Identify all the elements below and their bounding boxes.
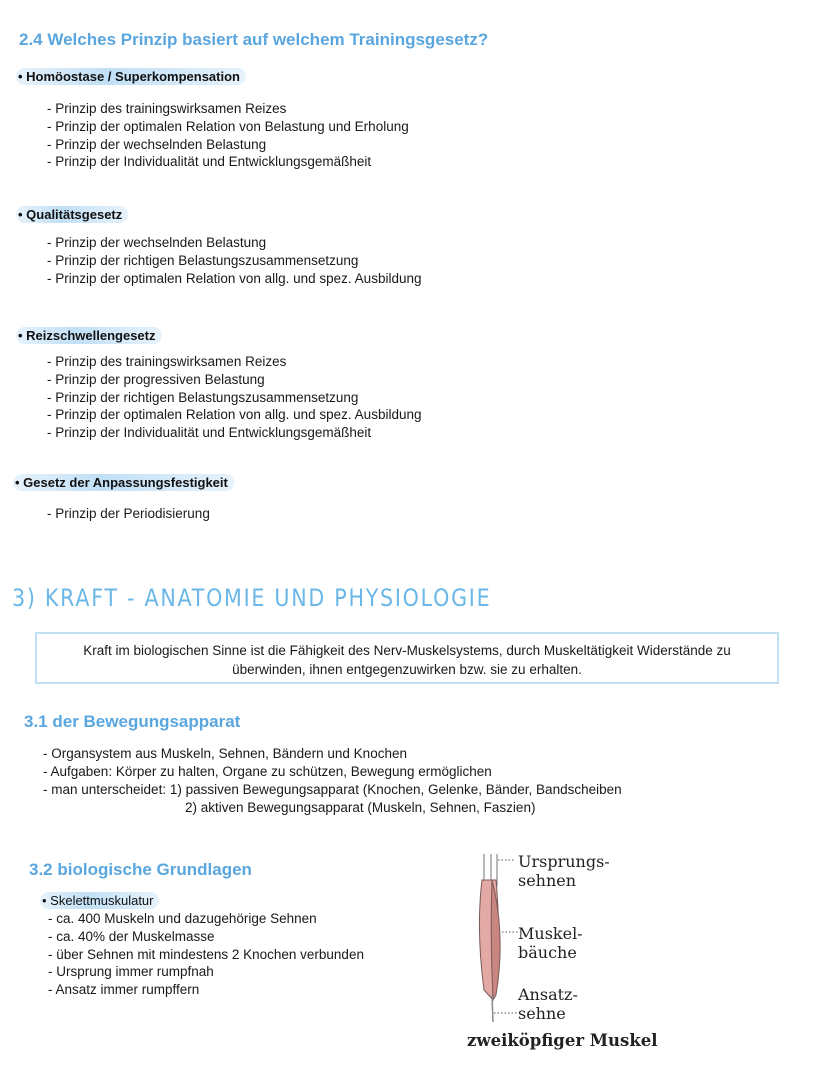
list-continuation: 2) aktiven Bewegungsapparat (Muskeln, Sehnen, Faszien) bbox=[185, 800, 536, 815]
list-item: - Prinzip der wechselnden Belastung bbox=[47, 234, 421, 252]
list-item: - Prinzip des trainingswirksamen Reizes bbox=[47, 353, 421, 371]
list-item: - Prinzip der richtigen Belastungszusammensetzung bbox=[47, 252, 421, 270]
figure-caption: zweiköpfiger Muskel bbox=[467, 1031, 658, 1050]
group-title-anpassungsfestigkeit: • Gesetz der Anpassungsfestigkeit bbox=[13, 474, 234, 491]
group-title-reizschwellengesetz: • Reizschwellengesetz bbox=[16, 327, 162, 344]
section-3-2-heading: 3.2 biologische Grundlagen bbox=[29, 860, 252, 879]
list-item: - Prinzip der optimalen Relation von allg. und spez. Ausbildung bbox=[47, 406, 421, 424]
list-item: - ca. 400 Muskeln und dazugehörige Sehnen bbox=[48, 910, 364, 928]
list-item: - Prinzip der Periodisierung bbox=[47, 505, 210, 523]
group-title-skelettmuskulatur: • Skelettmuskulatur bbox=[40, 892, 159, 909]
label-belly bbox=[518, 924, 583, 962]
label-belly-line2: bäuche bbox=[518, 943, 577, 962]
list-item: - Prinzip der richtigen Belastungszusammensetzung bbox=[47, 389, 421, 407]
muscle-belly-right bbox=[491, 880, 500, 1000]
definition-text: Kraft im biologischen Sinne ist die Fähigkeit des Nerv-Muskelsystems, durch Muskeltätigkeit Widerstände zu überwinden, ihnen entgegenzuwirken bzw. sie zu erhalten. bbox=[83, 643, 731, 677]
label-origin-line1: Ursprungs- bbox=[518, 852, 610, 871]
section-3-title: 3) KRAFT - ANATOMIE UND PHYSIOLOGIE bbox=[12, 584, 492, 612]
list-bewegungsapparat bbox=[43, 745, 622, 798]
section-3-1-heading: 3.1 der Bewegungsapparat bbox=[24, 712, 241, 731]
list-item: - Prinzip der Individualität und Entwicklungsgemäßheit bbox=[47, 424, 421, 442]
label-origin-line2: sehnen bbox=[518, 871, 577, 890]
group-title-qualitaetsgesetz: • Qualitätsgesetz bbox=[16, 206, 128, 223]
list-skelettmuskulatur bbox=[48, 910, 364, 999]
section-2-4-heading: 2.4 Welches Prinzip basiert auf welchem Trainingsgesetz? bbox=[19, 30, 489, 49]
list-item: - Prinzip der wechselnden Belastung bbox=[47, 136, 409, 154]
list-item: - Prinzip der optimalen Relation von allg. und spez. Ausbildung bbox=[47, 270, 421, 288]
label-origin bbox=[518, 852, 610, 890]
list-item: - über Sehnen mit mindestens 2 Knochen verbunden bbox=[48, 946, 364, 964]
list-item: - Aufgaben: Körper zu halten, Organe zu schützen, Bewegung ermöglichen bbox=[43, 763, 622, 781]
list-qualitaetsgesetz bbox=[47, 234, 421, 287]
list-item: - Ansatz immer rumpffern bbox=[48, 981, 364, 999]
label-insertion-line2: sehne bbox=[518, 1004, 566, 1023]
list-reizschwellengesetz bbox=[47, 353, 421, 442]
group-title-homoeostase: • Homöostase / Superkompensation bbox=[16, 68, 246, 85]
list-item: - Ursprung immer rumpfnah bbox=[48, 963, 364, 981]
definition-box bbox=[35, 632, 779, 684]
list-item: - Prinzip des trainingswirksamen Reizes bbox=[47, 100, 409, 118]
list-anpassungsfestigkeit bbox=[47, 505, 210, 523]
list-item: - ca. 40% der Muskelmasse bbox=[48, 928, 364, 946]
insertion-tendon bbox=[492, 995, 493, 1022]
list-item: - Organsystem aus Muskeln, Sehnen, Bändern und Knochen bbox=[43, 745, 622, 763]
list-item: - Prinzip der progressiven Belastung bbox=[47, 371, 421, 389]
list-item: - Prinzip der Individualität und Entwicklungsgemäßheit bbox=[47, 153, 409, 171]
label-insertion-line1: Ansatz- bbox=[518, 985, 578, 1004]
label-insertion bbox=[518, 985, 578, 1023]
list-item: - Prinzip der optimalen Relation von Belastung und Erholung bbox=[47, 118, 409, 136]
list-item: - man unterscheidet: 1) passiven Bewegungsapparat (Knochen, Gelenke, Bänder, Bandscheiben bbox=[43, 781, 622, 799]
biceps-muscle-illustration bbox=[462, 850, 522, 1026]
label-belly-line1: Muskel- bbox=[518, 924, 583, 943]
list-homoeostase bbox=[47, 100, 409, 171]
